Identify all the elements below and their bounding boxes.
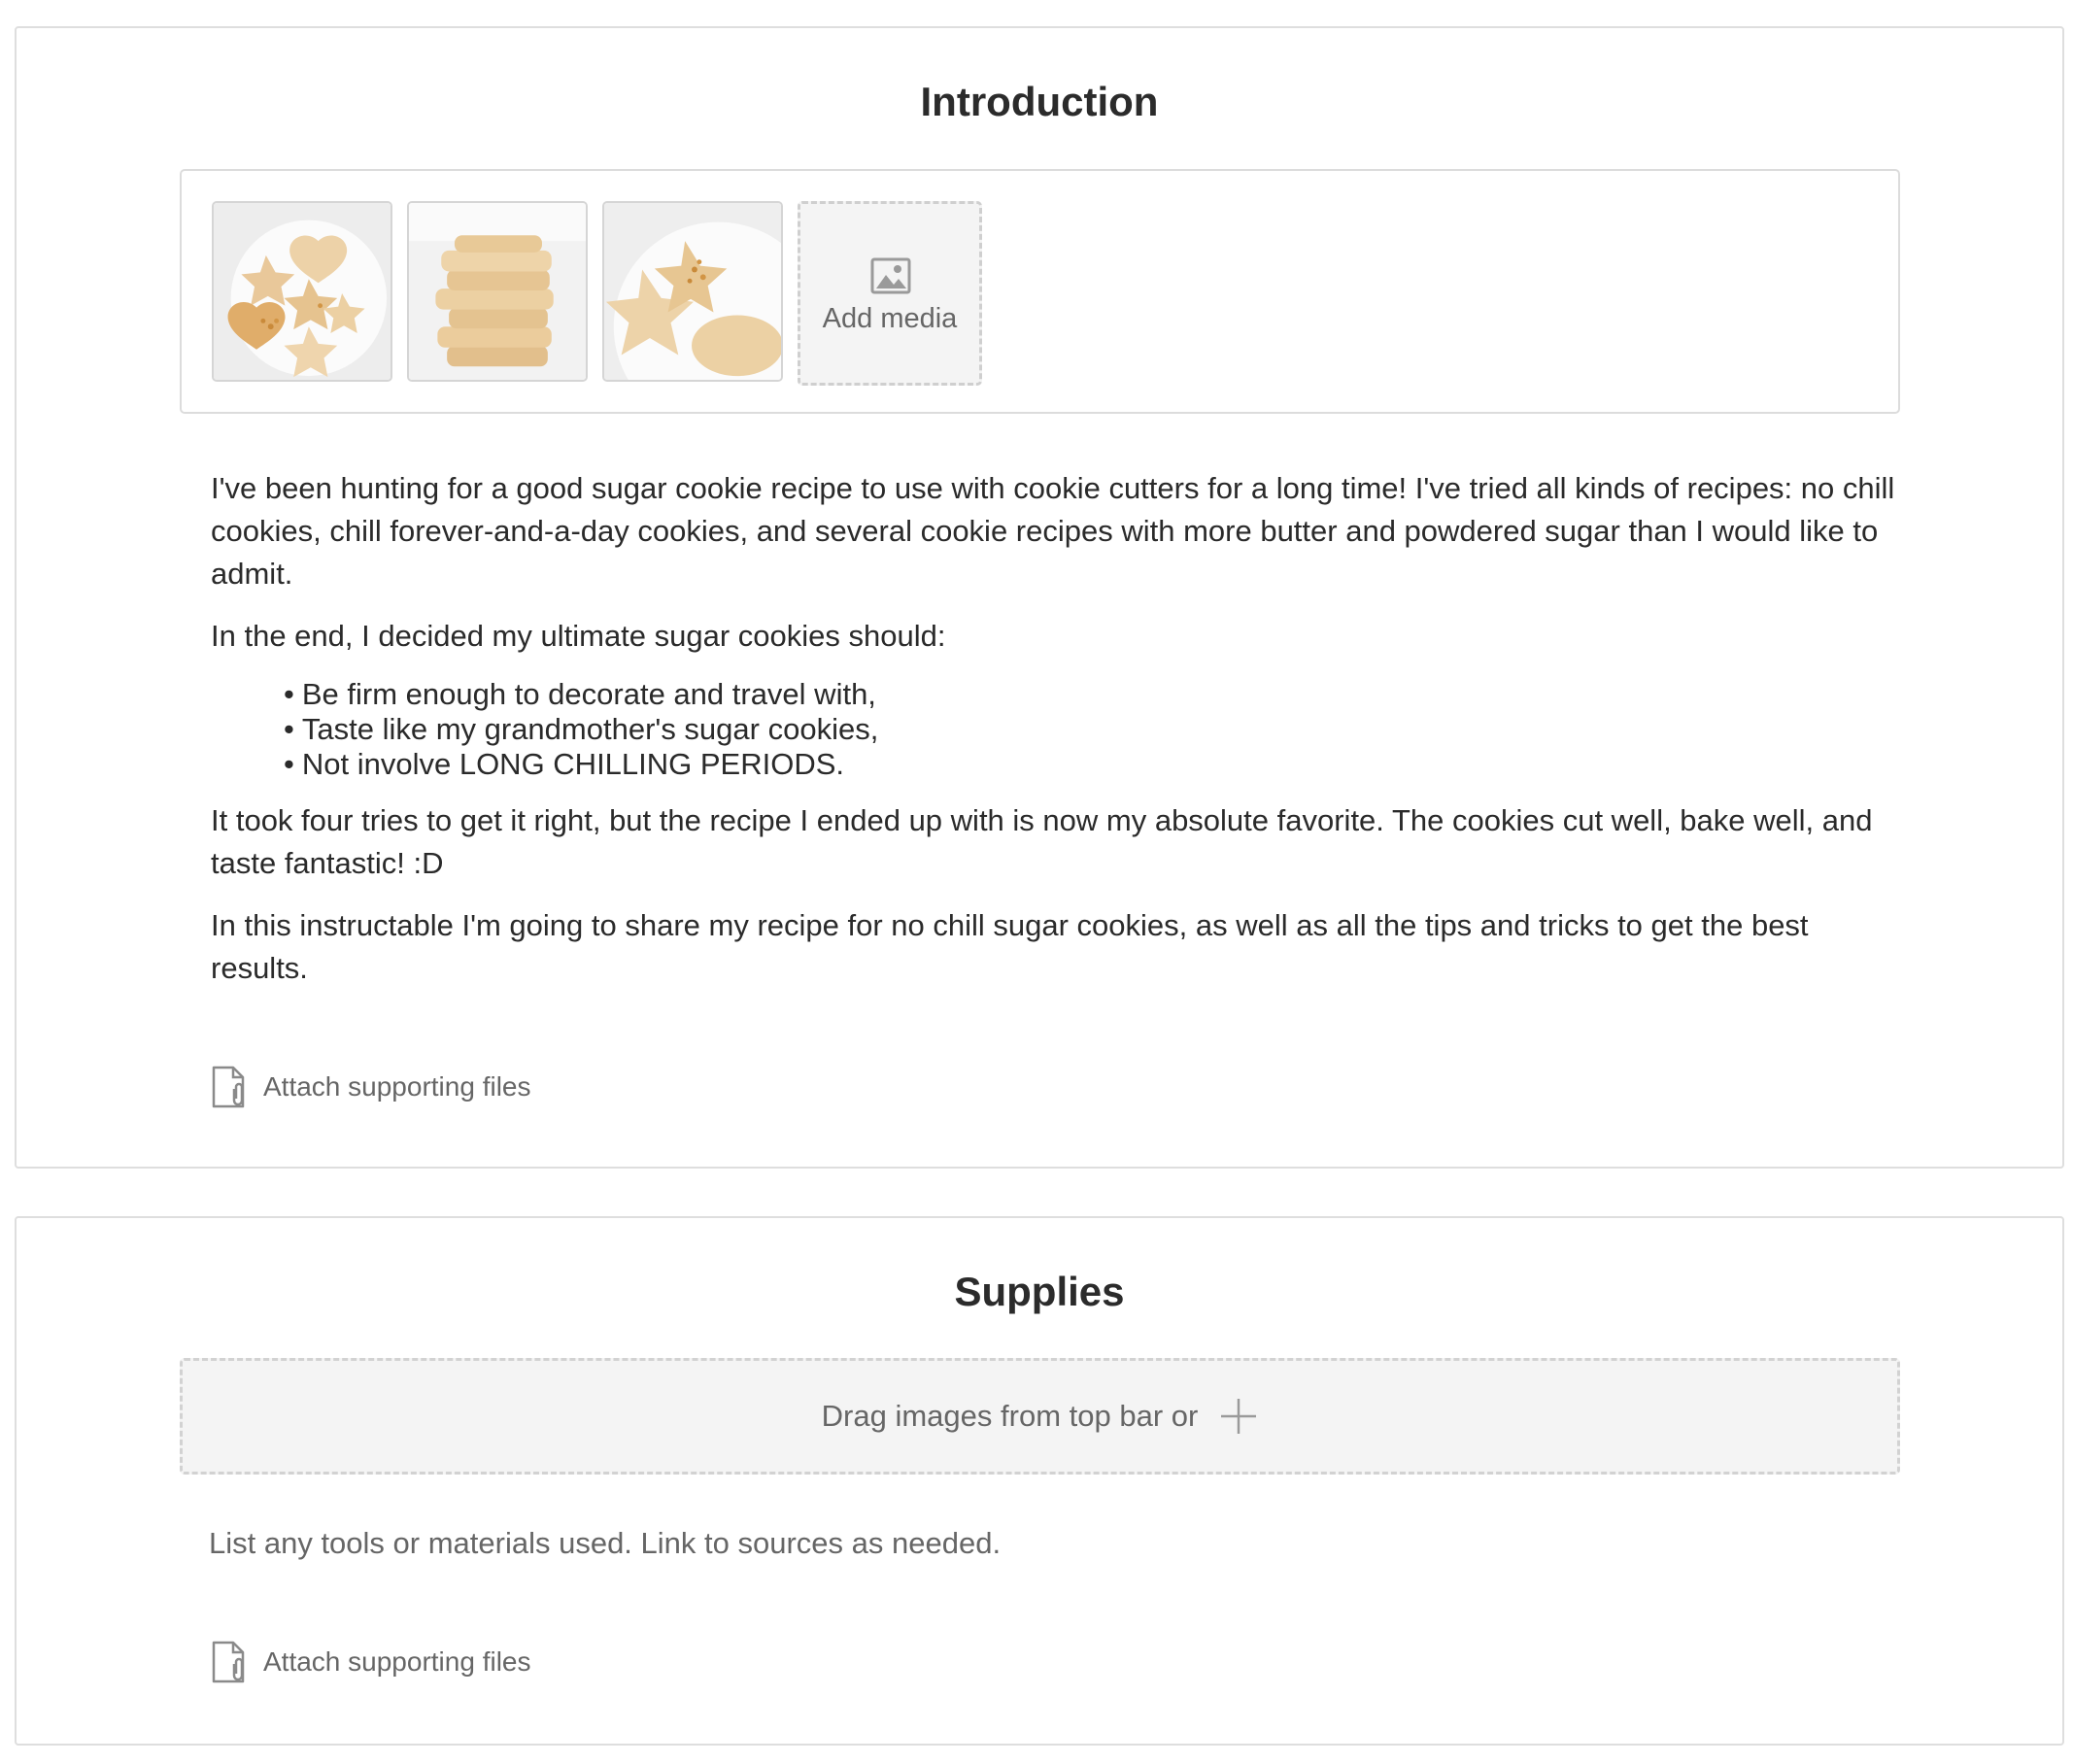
list-item: • Taste like my grandmother's sugar cookies,: [284, 712, 1901, 747]
drop-zone-label: Drag images from top bar or: [821, 1399, 1199, 1433]
supplies-section: [15, 1216, 2064, 1746]
plus-icon[interactable]: [1219, 1397, 1258, 1436]
cookie-plate-image: [214, 203, 391, 380]
intro-paragraph: It took four tries to get it right, but the recipe I ended up with is now my absolute favorite. The cookies cut well, bake well, and taste fantastic! :D: [211, 803, 1873, 880]
cookie-stack-thumbnail[interactable]: [407, 201, 588, 382]
attach-files-button[interactable]: [211, 1066, 531, 1108]
intro-paragraph: In the end, I decided my ultimate sugar cookies should:: [211, 619, 946, 653]
introduction-text[interactable]: [211, 467, 1901, 1009]
cookie-closeup-image: [604, 203, 781, 380]
attach-files-label: Attach supporting files: [263, 1071, 531, 1102]
introduction-title: Introduction: [920, 79, 1159, 124]
image-icon: [870, 257, 911, 294]
cookie-stack-image: [409, 203, 586, 380]
attach-files-button[interactable]: [211, 1641, 531, 1683]
requirements-list: [211, 677, 1901, 782]
cookie-plate-thumbnail[interactable]: [212, 201, 392, 382]
list-item: • Not involve LONG CHILLING PERIODS.: [284, 747, 1901, 782]
file-attachment-icon: [211, 1641, 250, 1683]
add-media-button[interactable]: [798, 201, 982, 386]
cookie-closeup-thumbnail[interactable]: [602, 201, 783, 382]
list-item: • Be firm enough to decorate and travel with,: [284, 677, 1901, 712]
add-media-label: Add media: [822, 303, 958, 334]
intro-paragraph: I've been hunting for a good sugar cookie recipe to use with cookie cutters for a long time! I've tried all kinds of recipes: no chill cookies, chill forever-and-a-day cookies, and several cookie recipes with more butter and powdered sugar than I would like to admit.: [211, 471, 1895, 591]
introduction-section: [15, 26, 2064, 1169]
image-drop-zone[interactable]: [180, 1358, 1900, 1475]
media-strip: [180, 169, 1900, 414]
file-attachment-icon: [211, 1066, 250, 1108]
attach-files-label: Attach supporting files: [263, 1646, 531, 1677]
intro-paragraph: In this instructable I'm going to share my recipe for no chill sugar cookies, as well as all the tips and tricks to get the best results.: [211, 908, 1809, 985]
supplies-title: Supplies: [954, 1269, 1125, 1314]
supplies-text-placeholder[interactable]: List any tools or materials used. Link to sources as needed.: [209, 1526, 1002, 1560]
